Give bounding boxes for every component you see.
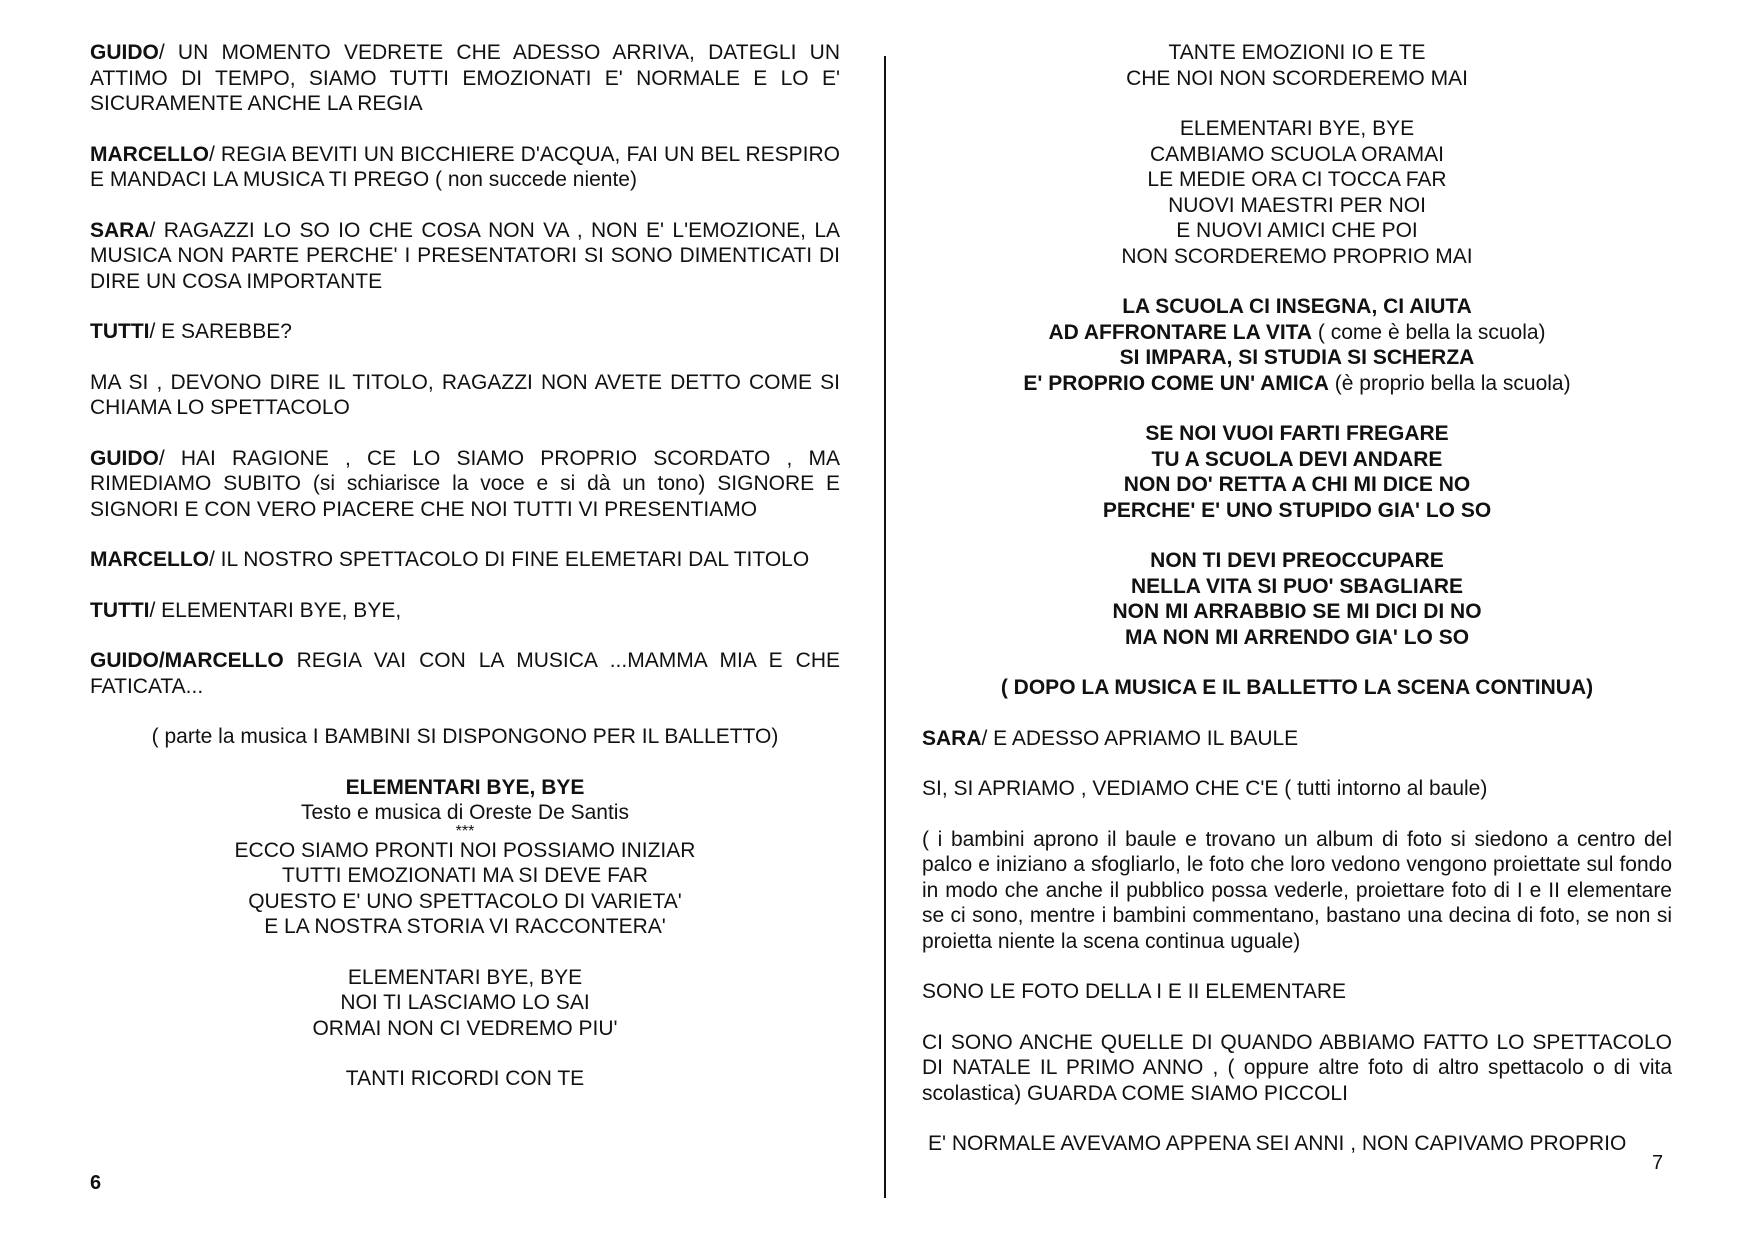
speaker-name: MARCELLO [90,548,209,571]
lyric-stanza [90,965,840,1042]
lyric-line: CHE NOI NON SCORDEREMO MAI [1126,66,1468,90]
stage-direction-album: ( i bambini aprono il baule e trovano un album di foto si siedono a centro del palco e iniziano a sfogliarlo, le foto che loro vedono vengono proiettate sul fondo in modo che anche il pubblico possa vederle, proiettare foto di I e II elementare se ci sono, mentre i bambini commentano, bastano una decina di foto, se non si proietta niente la scena continua uguale) [922,827,1672,953]
dialogue-text: MA SI , DEVONO DIRE IL TITOLO, RAGAZZI NON AVETE DETTO COME SI CHIAMA LO SPETTACOLO [90,370,840,419]
stage-direction: ( DOPO LA MUSICA E IL BALLETTO LA SCENA CONTINUA) [1000,676,1594,699]
dialogue-marcello-2 [90,547,840,573]
page-number-right: 7 [1652,1152,1664,1174]
lyric-line: ELEMENTARI BYE, BYE [1179,117,1415,140]
lyric-line: QUESTO E' UNO SPETTACOLO DI VARIETA' [248,889,682,913]
lyric-line: TU A SCUOLA DEVI ANDARE [1151,447,1443,471]
lyric-bold: SI IMPARA, SI STUDIA SI SCHERZA [1119,346,1475,369]
dialogue-sara-2 [922,726,1672,752]
lyric-bold: LA SCUOLA CI INSEGNA, CI AIUTA [1122,295,1472,318]
speaker-name: SARA [90,218,150,242]
dialogue-guido-1 [90,40,840,117]
lyric-stanza [90,1066,840,1092]
dialogue-text: REGIA VAI CON LA MUSICA ...MAMMA MIA E CHE FATICATA... [90,649,840,698]
lyric-line: NOI TI LASCIAMO LO SAI [340,991,590,1014]
lyric-line: E NUOVI AMICI CHE POI [1176,219,1418,242]
speaker-name: SARA [922,726,982,750]
dialogue-text: / HAI RAGIONE , CE LO SIAMO PROPRIO SCORDATO , MA RIMEDIAMO SUBITO (si schiarisce la voce e si dà un tono) SIGNORE E SIGNORI E CON VERO PIACERE CHE NOI TUTTI VI PRESENTIAMO [90,446,840,521]
speaker-name: TUTTI [90,598,150,622]
page-divider [884,56,886,1198]
dialogue-text: / UN MOMENTO VEDRETE CHE ADESSO ARRIVA, DATEGLI UN ATTIMO DI TEMPO, SIAMO TUTTI EMOZIONATI E' NORMALE E LO E' SICURAMENTE ANCHE LA REGIA [90,41,840,115]
dialogue-text: / E ADESSO APRIAMO IL BAULE [981,726,1299,750]
dialogue-marcello-1 [90,142,840,193]
lyric-line [922,345,1672,371]
left-page [90,40,840,1092]
stage-direction: ( parte la musica I BAMBINI SI DISPONGONO PER IL BALLETTO) [151,725,779,748]
lyric-line [922,320,1672,346]
lyric-line: NON DO' RETTA A CHI MI DICE NO [1123,473,1471,496]
lyric-line: TANTE EMOZIONI IO E TE [1168,41,1426,64]
lyric-line: MA NON MI ARRENDO GIA' LO SO [1124,625,1470,649]
lyric-line: NUOVI MAESTRI PER NOI [1168,193,1426,217]
lyric-line: NELLA VITA SI PUO' SBAGLIARE [1130,574,1464,598]
lyric-stanza [922,40,1672,91]
dialogue-natale: CI SONO ANCHE QUELLE DI QUANDO ABBIAMO FATTO LO SPETTACOLO DI NATALE IL PRIMO ANNO , ( oppure altre foto di altro spettacolo o di vita scolastica) GUARDA COME SIAMO PICCOLI [922,1030,1672,1105]
dialogue-text: / ELEMENTARI BYE, BYE, [149,598,402,622]
dialogue-unattributed [90,370,840,421]
lyric-line: NON TI DEVI PREOCCUPARE [1150,549,1444,572]
speaker-name: GUIDO [90,41,159,64]
lyric-line: LE MEDIE ORA CI TOCCA FAR [1147,168,1447,191]
dialogue-guido-2 [90,446,840,523]
dialogue-guido-marcello [90,648,840,699]
lyric-stanza [922,421,1672,523]
lyric-line: E LA NOSTRA STORIA VI RACCONTERA' [264,915,666,938]
speaker-name: TUTTI [90,320,150,343]
song-separator: *** [455,822,475,840]
lyric-line [922,371,1672,397]
lyric-bold: AD AFFRONTARE LA VITA [1048,320,1313,344]
lyric-bold: E' PROPRIO COME UN' AMICA [1023,371,1329,395]
speaker-name: MARCELLO [90,142,209,166]
lyric-line: CAMBIAMO SCUOLA ORAMAI [1149,142,1445,166]
right-page [922,40,1672,1157]
dialogue-text: / RAGAZZI LO SO IO CHE COSA NON VA , NON E' L'EMOZIONE, LA MUSICA NON PARTE PERCHE' I PRESENTATORI SI SONO DIMENTICATI DI DIRE UN COSA IMPORTANTE [90,218,840,293]
lyric-line: ELEMENTARI BYE, BYE [347,965,583,989]
dialogue-apriamo: SI, SI APRIAMO , VEDIAMO CHE C'E ( tutti intorno al baule) [922,777,1488,800]
lyric-line: ORMAI NON CI VEDREMO PIU' [312,1016,618,1040]
chorus-stanza [922,294,1672,396]
song-title: ELEMENTARI BYE, BYE [345,775,585,799]
page-number-left: 6 [90,1172,102,1194]
lyric-aside: (è proprio bella la scuola) [1328,371,1571,395]
dialogue-sara-1 [90,218,840,295]
song-credit: Testo e musica di Oreste De Santis [301,801,629,824]
lyric-aside: ( come è bella la scuola) [1312,320,1546,344]
lyric-stanza [922,116,1672,269]
dialogue-text: / E SAREBBE? [149,320,292,343]
lyric-line: NON SCORDEREMO PROPRIO MAI [1121,244,1473,268]
speaker-name: GUIDO [90,446,159,470]
song-header [90,775,840,940]
lyric-line: PERCHE' E' UNO STUPIDO GIA' LO SO [1102,498,1492,522]
dialogue-normale: E' NORMALE AVEVAMO APPENA SEI ANNI , NON CAPIVAMO PROPRIO [928,1132,1627,1155]
lyric-line: NON MI ARRABBIO SE MI DICI DI NO [1112,600,1482,623]
dialogue-tutti-2 [90,598,840,624]
dialogue-text: / IL NOSTRO SPETTACOLO DI FINE ELEMETARI DAL TITOLO [209,548,810,571]
lyric-line: TUTTI EMOZIONATI MA SI DEVE FAR [282,864,648,887]
lyric-stanza [922,548,1672,650]
dialogue-text: / REGIA BEVITI UN BICCHIERE D'ACQUA, FAI UN BEL RESPIRO E MANDACI LA MUSICA TI PREGO ( non succede niente) [90,142,840,191]
lyric-line [922,294,1672,320]
dialogue-tutti-1 [90,319,840,345]
speaker-name: GUIDO/MARCELLO [90,649,284,672]
lyric-line: TANTI RICORDI CON TE [345,1067,585,1090]
dialogue-foto: SONO LE FOTO DELLA I E II ELEMENTARE [922,980,1347,1003]
lyric-line: ECCO SIAMO PRONTI NOI POSSIAMO INIZIAR [234,838,696,862]
lyric-line: SE NOI VUOI FARTI FREGARE [1145,422,1449,445]
